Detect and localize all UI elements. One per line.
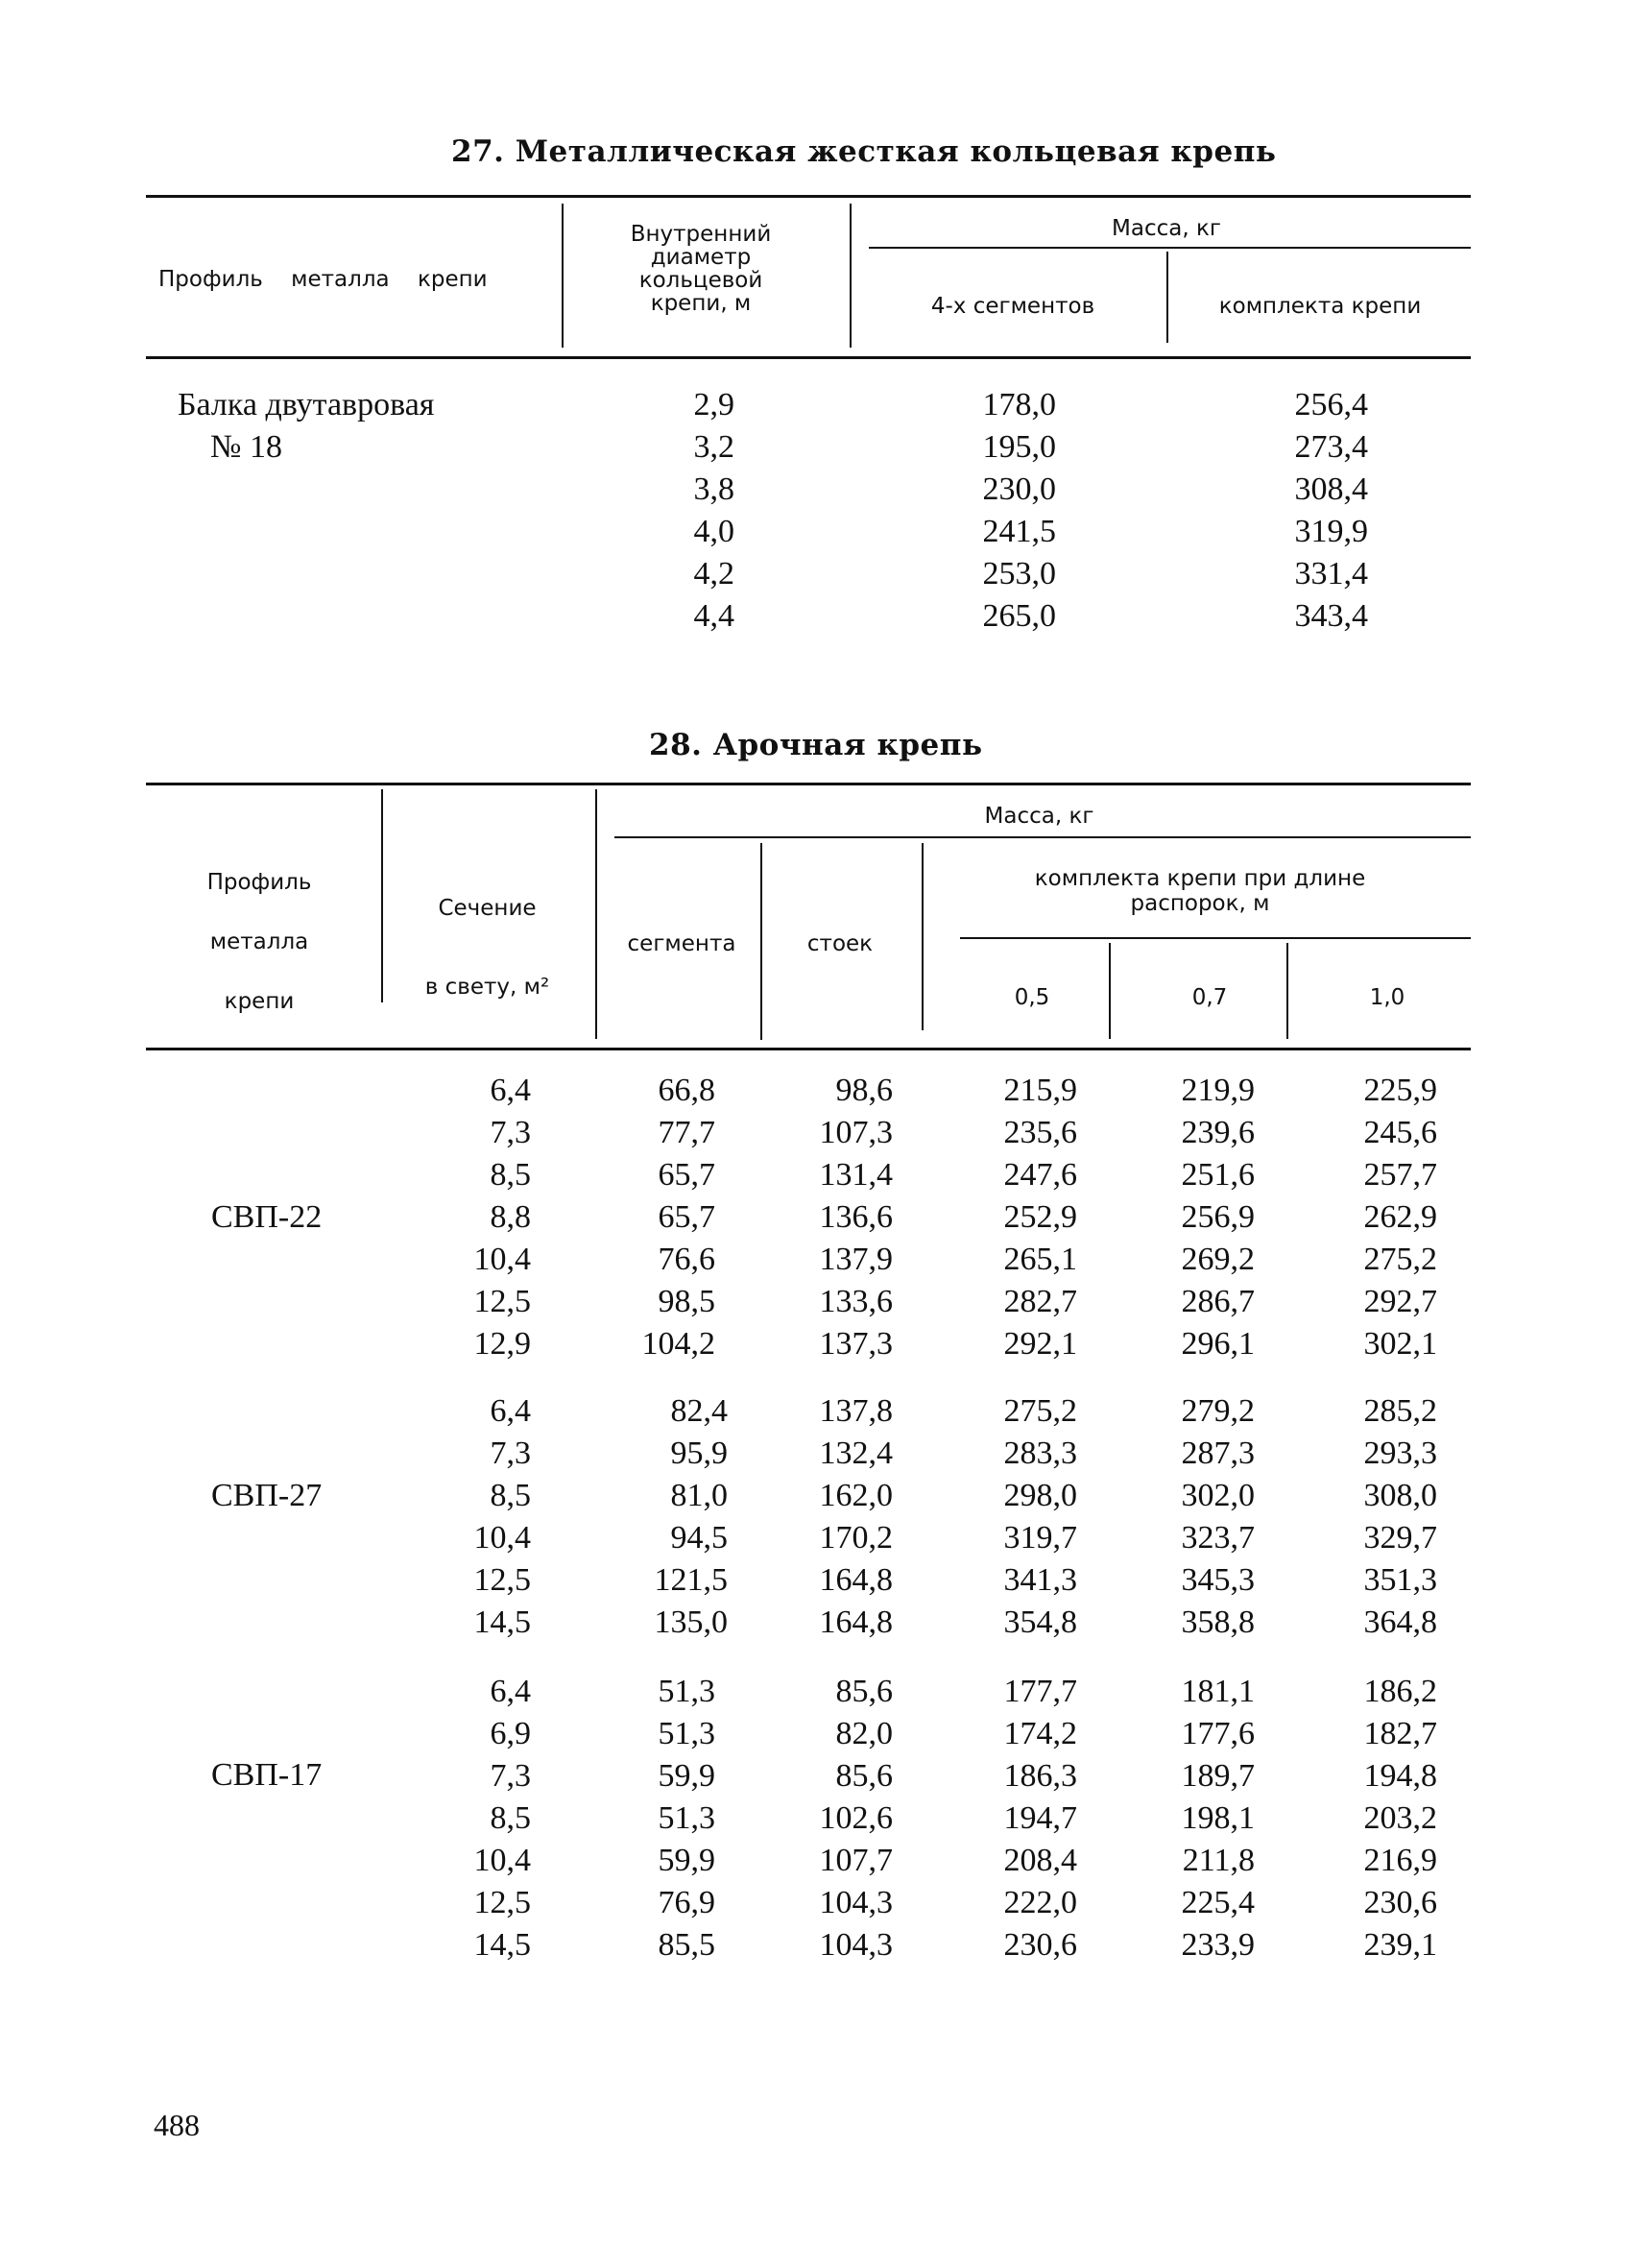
- table-cell: 181,1: [1181, 1674, 1255, 1709]
- table28-header-len-05: 0,5: [1014, 985, 1050, 1010]
- table-cell: 186,3: [1003, 1758, 1077, 1794]
- table-cell: 85,6: [835, 1758, 893, 1794]
- table-cell: 4,2: [693, 556, 734, 591]
- table-cell: 14,5: [473, 1927, 531, 1963]
- svp27-col-l10: [1320, 1390, 1437, 1644]
- table-cell: 2,9: [693, 387, 734, 422]
- table28-divider-2: [595, 789, 597, 1039]
- table-cell: 239,1: [1363, 1927, 1437, 1963]
- table-cell: 7,3: [490, 1758, 531, 1794]
- svp22-col-section: [413, 1070, 531, 1365]
- table-cell: 256,4: [1294, 387, 1368, 422]
- table-cell: 235,6: [1003, 1115, 1077, 1150]
- table-cell: 65,7: [658, 1157, 715, 1193]
- table-cell: 286,7: [1181, 1284, 1255, 1319]
- table-cell: 162,0: [819, 1478, 893, 1513]
- svp27-col-segment: [605, 1390, 728, 1644]
- table-cell: 135,0: [654, 1604, 728, 1640]
- table-cell: 66,8: [658, 1073, 715, 1108]
- table-cell: 104,3: [819, 1885, 893, 1920]
- table-cell: 323,7: [1181, 1520, 1255, 1556]
- table28-header-bottom-rule: [146, 1048, 1471, 1050]
- table-cell: 302,1: [1363, 1326, 1437, 1362]
- table27-header-bottom-rule: [146, 356, 1471, 359]
- table28-divider-6: [1286, 943, 1288, 1039]
- table-cell: 6,4: [490, 1674, 531, 1709]
- table27-col-diameter: [614, 384, 734, 638]
- table-cell: 104,3: [819, 1927, 893, 1963]
- table-cell: 136,6: [819, 1199, 893, 1235]
- table-cell: 3,8: [693, 471, 734, 507]
- svp22-col-l07: [1138, 1070, 1255, 1365]
- table27-top-rule: [146, 195, 1471, 198]
- table-cell: 245,6: [1363, 1115, 1437, 1150]
- table-cell: 292,1: [1003, 1326, 1077, 1362]
- table-cell: 364,8: [1363, 1604, 1437, 1640]
- table-cell: 7,3: [490, 1115, 531, 1150]
- table-cell: 10,4: [473, 1520, 531, 1556]
- table28-header-segment: сегмента: [627, 931, 736, 956]
- table-cell: 319,7: [1003, 1520, 1077, 1556]
- table-cell: 82,0: [835, 1716, 893, 1751]
- svp27-col-l07: [1138, 1390, 1255, 1644]
- table-cell: 137,3: [819, 1326, 893, 1362]
- table-cell: 230,0: [982, 471, 1056, 507]
- table-cell: 230,6: [1363, 1885, 1437, 1920]
- table-cell: 230,6: [1003, 1927, 1077, 1963]
- table-cell: 262,9: [1363, 1199, 1437, 1235]
- table27-col-set: [1234, 384, 1368, 638]
- svp17-col-section: [413, 1671, 531, 1966]
- table-cell: 215,9: [1003, 1073, 1077, 1108]
- table-cell: 282,7: [1003, 1284, 1077, 1319]
- table-cell: 302,0: [1181, 1478, 1255, 1513]
- table-cell: 132,4: [819, 1436, 893, 1471]
- svp22-col-posts: [778, 1070, 893, 1365]
- table-cell: 198,1: [1181, 1800, 1255, 1836]
- table-cell: 211,8: [1182, 1843, 1255, 1878]
- table-cell: 343,4: [1294, 598, 1368, 634]
- table28-divider-4: [922, 843, 924, 1030]
- table-cell: 76,9: [658, 1885, 715, 1920]
- table27-header-diameter: Внутренний диаметр кольцевой крепи, м: [630, 222, 772, 316]
- table-cell: 194,8: [1363, 1758, 1437, 1794]
- table-cell: 273,4: [1294, 429, 1368, 465]
- table-cell: 59,9: [658, 1843, 715, 1878]
- table-cell: 85,5: [658, 1927, 715, 1963]
- table-cell: 7,3: [490, 1436, 531, 1471]
- table27-mass-rule: [869, 247, 1471, 249]
- table-cell: 8,5: [490, 1478, 531, 1513]
- table27-header-profile: Профиль металла крепи: [158, 267, 488, 292]
- table27-col-segments: [922, 384, 1056, 638]
- table-cell: 81,0: [670, 1478, 728, 1513]
- table-cell: 252,9: [1003, 1199, 1077, 1235]
- table-cell: 133,6: [819, 1284, 893, 1319]
- svp17-col-l07: [1138, 1671, 1255, 1966]
- table-cell: 8,5: [490, 1800, 531, 1836]
- table-cell: 4,4: [693, 598, 734, 634]
- table-cell: 345,3: [1181, 1562, 1255, 1598]
- table-cell: 241,5: [982, 514, 1056, 549]
- table-cell: 257,7: [1363, 1157, 1437, 1193]
- table-cell: 12,5: [473, 1284, 531, 1319]
- table-cell: 293,3: [1363, 1436, 1437, 1471]
- table-cell: 253,0: [982, 556, 1056, 591]
- table-cell: 98,6: [835, 1073, 893, 1108]
- table-cell: 12,5: [473, 1562, 531, 1598]
- table28-divider-1: [381, 789, 383, 1002]
- table-cell: 77,7: [658, 1115, 715, 1150]
- table-cell: 329,7: [1363, 1520, 1437, 1556]
- table-cell: 275,2: [1003, 1393, 1077, 1429]
- svp27-col-l05: [960, 1390, 1077, 1644]
- table-cell: 177,7: [1003, 1674, 1077, 1709]
- table-cell: 82,4: [670, 1393, 728, 1429]
- table-cell: 170,2: [819, 1520, 893, 1556]
- page-number: 488: [154, 2108, 200, 2142]
- table-cell: 76,6: [658, 1242, 715, 1277]
- table-cell: 239,6: [1181, 1115, 1255, 1150]
- table-cell: 137,8: [819, 1393, 893, 1429]
- table-cell: 6,4: [490, 1073, 531, 1108]
- table-cell: 182,7: [1363, 1716, 1437, 1751]
- table-cell: 6,4: [490, 1393, 531, 1429]
- table-cell: 219,9: [1181, 1073, 1255, 1108]
- table-cell: 203,2: [1363, 1800, 1437, 1836]
- table-cell: 225,9: [1363, 1073, 1437, 1108]
- table-cell: 225,4: [1181, 1885, 1255, 1920]
- table28-header-mass: Масса, кг: [984, 804, 1094, 829]
- svp22-col-segment: [605, 1070, 715, 1365]
- table27-header-segments: 4-х сегментов: [930, 294, 1095, 319]
- table28-divider-5: [1109, 943, 1111, 1039]
- svp22-col-l10: [1320, 1070, 1437, 1365]
- table-cell: 256,9: [1181, 1199, 1255, 1235]
- table-cell: 131,4: [819, 1157, 893, 1193]
- table27-title: 27. Металлическая жесткая кольцевая крепь: [451, 134, 1277, 169]
- table-cell: 59,9: [658, 1758, 715, 1794]
- table-cell: 51,3: [658, 1674, 715, 1709]
- table-cell: 208,4: [1003, 1843, 1077, 1878]
- table-cell: 275,2: [1363, 1242, 1437, 1277]
- table28-divider-3: [760, 843, 762, 1040]
- group-label-svp17: СВП-17: [211, 1757, 323, 1793]
- table27-header-mass: Масса, кг: [1112, 216, 1221, 241]
- table-cell: 279,2: [1181, 1393, 1255, 1429]
- svp22-col-l05: [960, 1070, 1077, 1365]
- table-cell: 216,9: [1363, 1843, 1437, 1878]
- table-cell: 10,4: [473, 1843, 531, 1878]
- table-cell: 358,8: [1181, 1604, 1255, 1640]
- svp17-col-l10: [1320, 1671, 1437, 1966]
- table-cell: 222,0: [1003, 1885, 1077, 1920]
- table-cell: 174,2: [1003, 1716, 1077, 1751]
- table-cell: 10,4: [473, 1242, 531, 1277]
- table-cell: 178,0: [982, 387, 1056, 422]
- svp17-col-segment: [605, 1671, 715, 1966]
- table-cell: 4,0: [693, 514, 734, 549]
- table28-header-len-10: 1,0: [1369, 985, 1405, 1010]
- table-cell: 12,5: [473, 1885, 531, 1920]
- table-cell: 6,9: [490, 1716, 531, 1751]
- table28-mass-rule: [614, 836, 1471, 838]
- table-cell: 137,9: [819, 1242, 893, 1277]
- table28-header-profile: Профиль металла крепи: [206, 870, 312, 1014]
- table-cell: 308,4: [1294, 471, 1368, 507]
- table-cell: 351,3: [1363, 1562, 1437, 1598]
- table-cell: 285,2: [1363, 1393, 1437, 1429]
- table-cell: 186,2: [1363, 1674, 1437, 1709]
- table28-header-set: комплекта крепи при длине распорок, м: [1034, 866, 1366, 916]
- table-cell: 194,7: [1003, 1800, 1077, 1836]
- table-cell: 14,5: [473, 1604, 531, 1640]
- table-cell: 164,8: [819, 1562, 893, 1598]
- table28-title: 28. Арочная крепь: [649, 728, 983, 762]
- table-cell: 265,0: [982, 598, 1056, 634]
- table-cell: 269,2: [1181, 1242, 1255, 1277]
- table28-header-len-07: 0,7: [1191, 985, 1228, 1010]
- table-cell: 102,6: [819, 1800, 893, 1836]
- table-cell: 292,7: [1363, 1284, 1437, 1319]
- table-cell: 265,1: [1003, 1242, 1077, 1277]
- table27-divider-3: [1166, 252, 1168, 343]
- table-cell: 287,3: [1181, 1436, 1255, 1471]
- table-cell: 12,9: [473, 1326, 531, 1362]
- table-cell: 283,3: [1003, 1436, 1077, 1471]
- table-cell: 251,6: [1181, 1157, 1255, 1193]
- table-cell: 98,5: [658, 1284, 715, 1319]
- svp17-col-l05: [960, 1671, 1077, 1966]
- table-cell: 107,7: [819, 1843, 893, 1878]
- table-cell: 308,0: [1363, 1478, 1437, 1513]
- table-cell: 247,6: [1003, 1157, 1077, 1193]
- table-cell: 8,5: [490, 1157, 531, 1193]
- table28-set-rule: [960, 937, 1471, 939]
- table-cell: 85,6: [835, 1674, 893, 1709]
- svp27-col-posts: [778, 1390, 893, 1644]
- table-cell: 8,8: [490, 1199, 531, 1235]
- table-cell: 51,3: [658, 1716, 715, 1751]
- table-cell: 65,7: [658, 1199, 715, 1235]
- table-cell: 233,9: [1181, 1927, 1255, 1963]
- table27-header-set: комплекта крепи: [1218, 294, 1422, 319]
- table-cell: 331,4: [1294, 556, 1368, 591]
- table-cell: 298,0: [1003, 1478, 1077, 1513]
- table-cell: 296,1: [1181, 1326, 1255, 1362]
- table-cell: 51,3: [658, 1800, 715, 1836]
- svp17-col-posts: [778, 1671, 893, 1966]
- table-cell: 3,2: [693, 429, 734, 465]
- svp27-col-section: [413, 1390, 531, 1644]
- table-cell: 164,8: [819, 1604, 893, 1640]
- table27-divider-2: [850, 204, 852, 348]
- table-cell: 189,7: [1181, 1758, 1255, 1794]
- table-cell: 319,9: [1294, 514, 1368, 549]
- table-cell: 121,5: [654, 1562, 728, 1598]
- table28-header-section: Сечение в свету, м²: [424, 896, 550, 1000]
- group-label-svp27: СВП-27: [211, 1478, 323, 1513]
- table28-header-posts: стоек: [806, 931, 874, 956]
- table28-top-rule: [146, 783, 1471, 785]
- table-cell: 354,8: [1003, 1604, 1077, 1640]
- table-cell: 107,3: [819, 1115, 893, 1150]
- table27-row-label: Балка двутавровая № 18: [178, 387, 435, 465]
- table-cell: 195,0: [982, 429, 1056, 465]
- table-cell: 177,6: [1181, 1716, 1255, 1751]
- table-cell: 104,2: [641, 1326, 715, 1362]
- table-cell: 341,3: [1003, 1562, 1077, 1598]
- group-label-svp22: СВП-22: [211, 1199, 323, 1235]
- table27-divider-1: [562, 204, 564, 348]
- table-cell: 95,9: [670, 1436, 728, 1471]
- table-cell: 94,5: [670, 1520, 728, 1556]
